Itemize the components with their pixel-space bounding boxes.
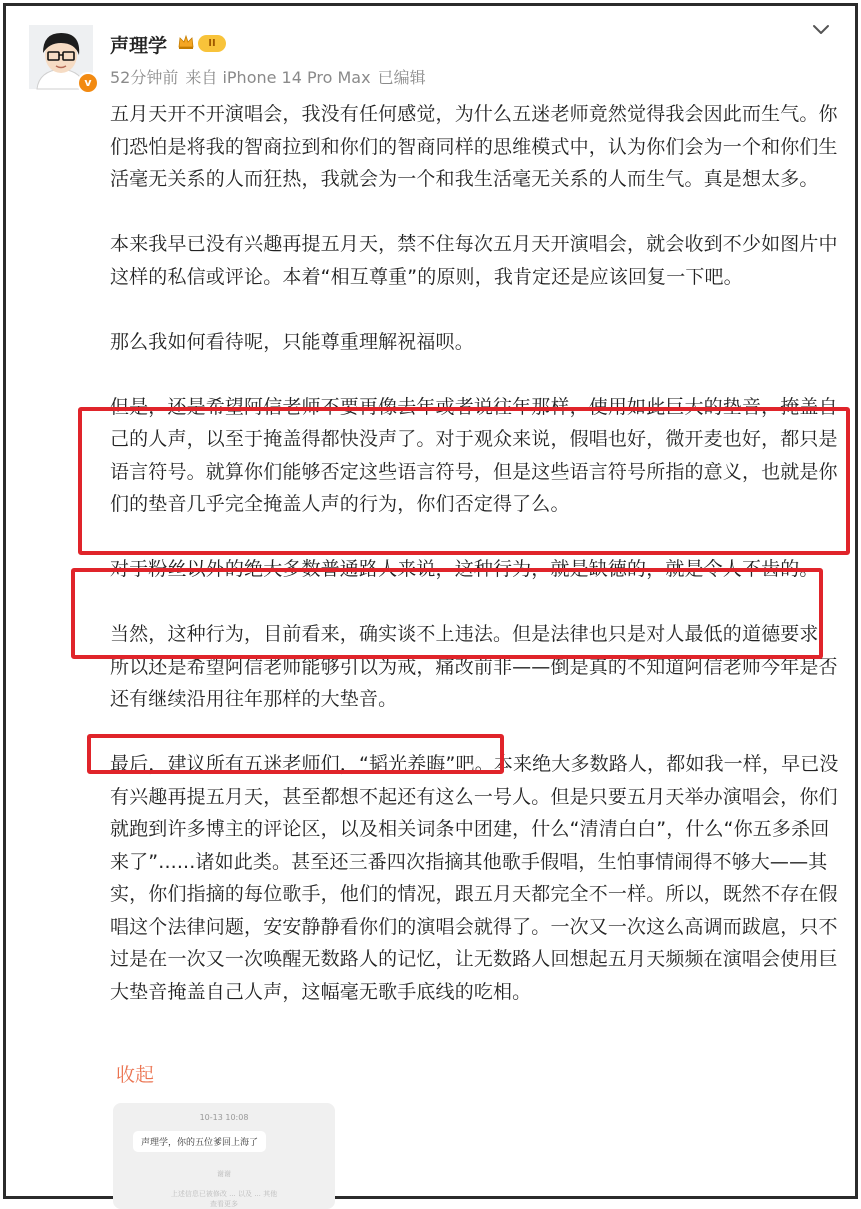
thumbnail-text: 谢谢 — [217, 1170, 231, 1178]
thumbnail-timestamp: 10-13 10:08 — [199, 1113, 249, 1122]
post-paragraph: 最后，建议所有五迷老师们，“韬光养晦”吧。本来绝大多数路人，都如我一样，早已没有兴趣再提五月天，甚至都想不起还有这么一号人。但是只要五月天举办演唱会，你们就跑到许多博主的评论区，以及相关词条中团建，什么“清清白白”，什么“你五多杀回来了”......诸如此类。甚至还三番四次指摘其他歌手假唱，生怕事情闹得不够大——其实，你们指摘的每位歌手，他们的情况，跟五月天都完全不一样。所以，既然不存在假唱这个法律问题，安安静静看你们的演唱会就得了。一次又一次这么高调而跋扈，只不过是在一次又一次唤醒无数路人的记忆，让无数路人回想起五月天频频在演唱会使用巨大垫音掩盖自己人声，这幅毫无歌手底线的吃相。 — [110, 753, 839, 1003]
post-paragraph: 五月天开不开演唱会，我没有任何感觉，为什么五迷老师竟然觉得我会因此而生气。你们恐怕是将我的智商拉到和你们的智商同样的思维模式中，认为你们会为一个和你们生活毫无关系的人而狂热，我就会为一个和我生活毫无关系的人而生气。真是想太多。 — [110, 103, 838, 190]
attached-image-thumbnail[interactable] — [113, 1103, 335, 1209]
highlight-box-paragraph-5 — [71, 568, 823, 659]
post-paragraph: 当然，这种行为，目前看来，确实谈不上违法。但是法律也只是对人最低的道德要求，所以还是希望阿信老师能够引以为戒，痛改前非——倒是真的不知道阿信老师今年是否还有继续沿用往年那样的大垫音。 — [110, 623, 838, 710]
thumbnail-message-bubble: 声理学，你的五位爹回上海了 — [133, 1131, 266, 1152]
post-time[interactable]: 52分钟前 — [110, 68, 179, 87]
thumbnail-text: 上述信息已被修改 ... 以及 ... 其他 — [170, 1190, 278, 1198]
weibo-post-frame — [3, 3, 858, 1208]
chevron-down-icon[interactable] — [810, 18, 832, 40]
post-paragraph: 但是，还是希望阿信老师不要再像去年或者说往年那样，使用如此巨大的垫音，掩盖自己的人声，以至于掩盖得都快没声了。对于观众来说，假唱也好，微开麦也好，都只是语言符号。就算你们能够否定这些语言符号，但是这些语言符号所指的意义，也就是你们的垫音几乎完全掩盖人声的行为，你们否定得了么。 — [110, 395, 838, 515]
post-paragraph: 对于粉丝以外的绝大多数普通路人来说，这种行为，就是缺德的，就是令人不齿的。 — [110, 558, 819, 580]
collapse-link[interactable]: 收起 — [116, 1064, 155, 1086]
post-edited-flag[interactable]: 已编辑 — [377, 68, 426, 87]
post-meta — [110, 65, 433, 88]
crown-icon — [177, 33, 195, 51]
verified-badge-icon: v — [77, 72, 99, 94]
username[interactable]: 声理学 — [110, 35, 168, 57]
post-source: 来自 iPhone 14 Pro Max — [185, 68, 371, 87]
post-paragraph: 那么我如何看待呢，只能尊重理解祝福呗。 — [110, 330, 474, 353]
post-paragraph: 本来我早已没有兴趣再提五月天，禁不住每次五月天开演唱会，就会收到不少如图片中这样的私信或评论。本着“相互尊重”的原则，我肯定还是应该回复一下吧。 — [110, 233, 838, 288]
member-level-badge[interactable]: II — [198, 35, 226, 52]
highlight-box-paragraph-4 — [78, 407, 850, 555]
thumbnail-text: 查看更多 — [210, 1200, 238, 1208]
highlight-box-last-line — [87, 734, 504, 774]
